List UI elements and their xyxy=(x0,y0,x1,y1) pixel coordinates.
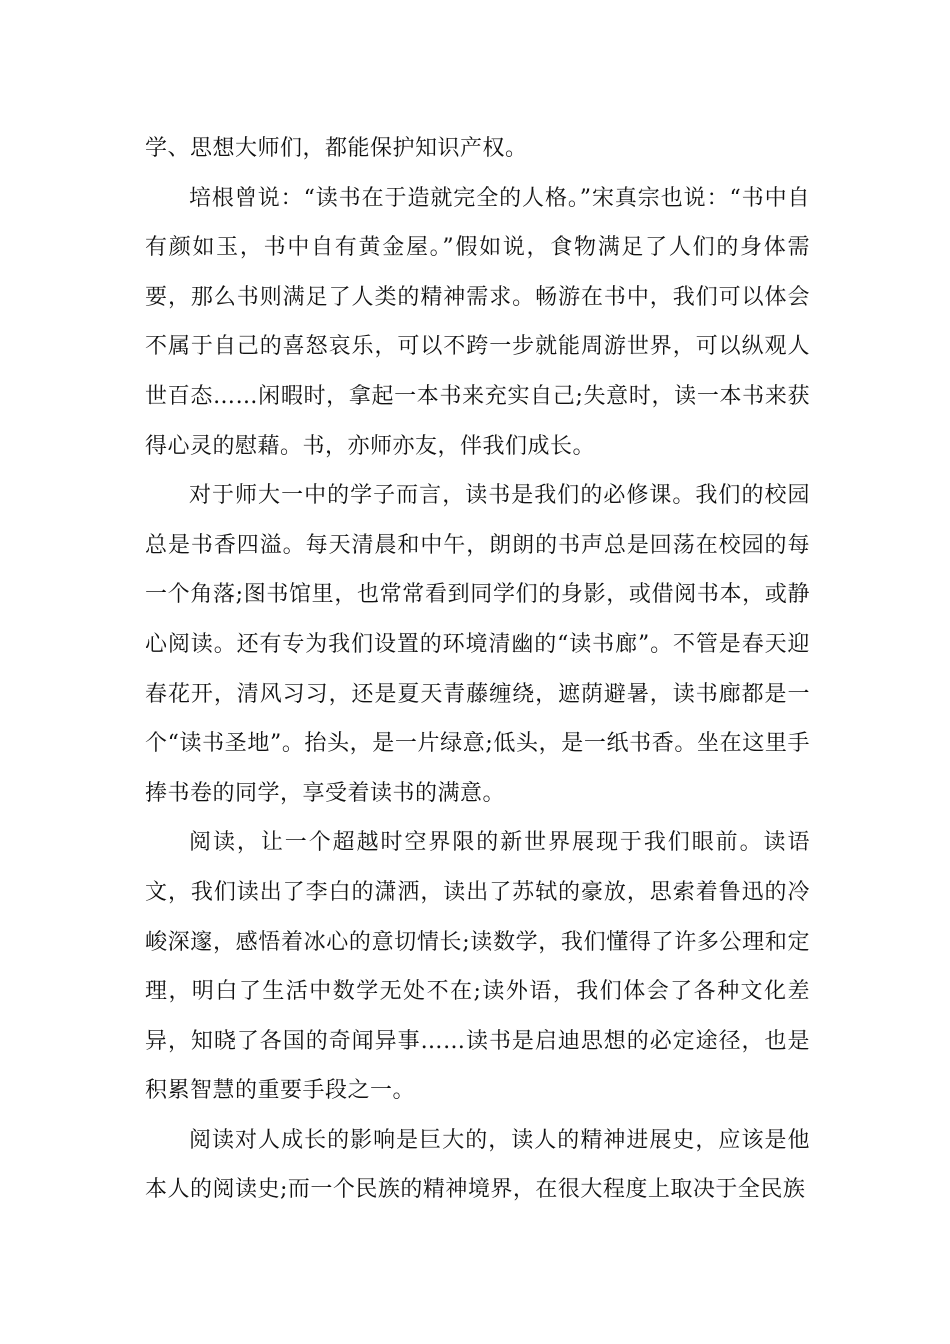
paragraph-5: 阅读对人成长的影响是巨大的，读人的精神进展史，应该是他本人的阅读史;而一个民族的精神境界，在很大程度上取决于全民族 xyxy=(145,1127,810,1203)
paragraph-4: 阅读，让一个超越时空界限的新世界展现于我们眼前。读语文，我们读出了李白的潇洒，读出了苏轼的豪放，思索着鲁迅的冷峻深邃，感悟着冰心的意切情长;读数学，我们懂得了许多公理和定理，明白了生活中数学无处不在;读外语，我们体会了各种文化差异，知晓了各国的奇闻异事……读书是启迪思想的必定途径，也是积累智慧的重要手段之一。 xyxy=(145,830,810,1104)
paragraph-1: 学、思想大师们，都能保护知识产权。 xyxy=(145,136,528,161)
paragraph-3: 对于师大一中的学子而言，读书是我们的必修课。我们的校园总是书香四溢。每天清晨和中午，朗朗的书声总是回荡在校园的每一个角落;图书馆里，也常常看到同学们的身影，或借阅书本，或静心阅读。还有专为我们设置的环境清幽的“读书廊”。不管是春天迎春花开，清风习习，还是夏天青藤缠绕，遮荫避暑，读书廊都是一个“读书圣地”。抬头，是一片绿意;低头，是一纸书香。坐在这里手捧书卷的同学，享受着读书的满意。 xyxy=(145,483,810,806)
body-text xyxy=(145,124,810,1215)
paragraph-2: 培根曾说：“读书在于造就完全的人格。”宋真宗也说：“书中自有颜如玉，书中自有黄金屋。”假如说，食物满足了人们的身体需要，那么书则满足了人类的精神需求。畅游在书中，我们可以体会不属于自己的喜怒哀乐，可以不跨一步就能周游世界，可以纵观人世百态……闲暇时，拿起一本书来充实自己;失意时，读一本书来获得心灵的慰藉。书，亦师亦友，伴我们成长。 xyxy=(145,185,810,459)
